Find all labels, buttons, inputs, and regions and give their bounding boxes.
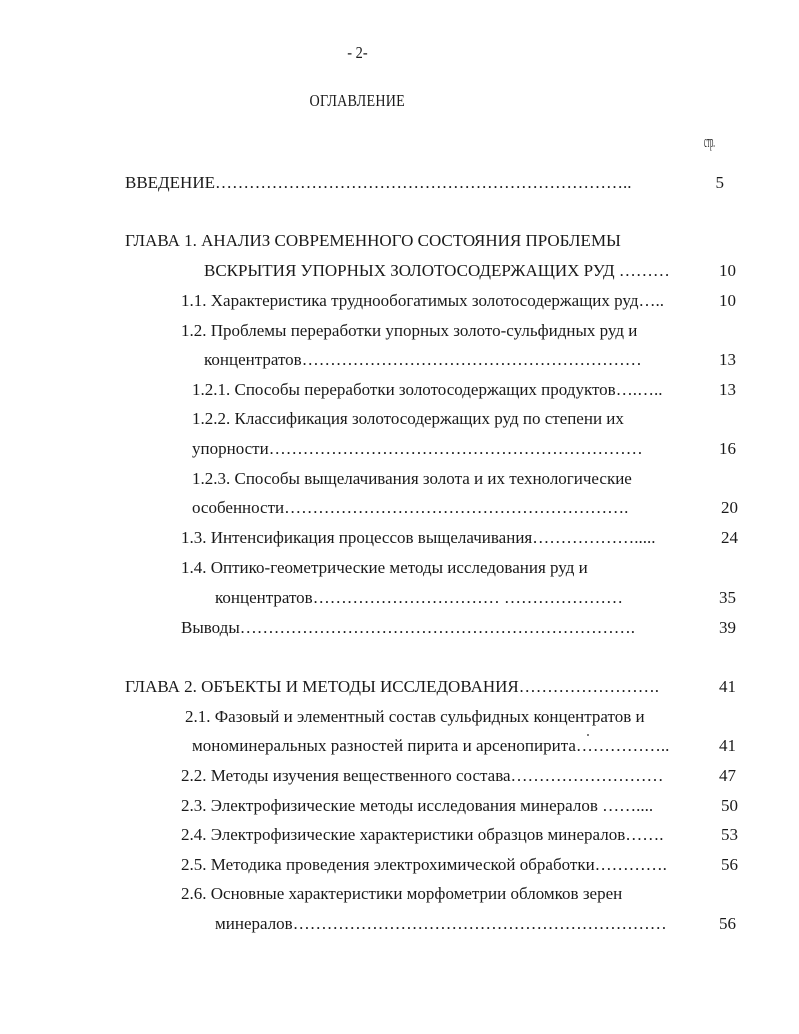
toc-entry-section-2-6-line1: 2.6. Основные характеристики морфометрии обломков зерен bbox=[181, 884, 623, 903]
toc-entry-introduction: ВВЕДЕНИЕ……………………………………………………………….. bbox=[125, 173, 632, 192]
toc-page-chapter-2: 41 bbox=[719, 677, 736, 696]
toc-page-section-1-3: 24 bbox=[721, 528, 738, 547]
toc-entry-chapter-2: ГЛАВА 2. ОБЪЕКТЫ И МЕТОДЫ ИССЛЕДОВАНИЯ……………………. bbox=[125, 677, 660, 696]
toc-page-conclusions: 39 bbox=[719, 618, 736, 637]
toc-entry-section-1-1: 1.1. Характеристика труднообогатимых золотосодержащих руд….. bbox=[181, 291, 664, 310]
toc-entry-section-2-6-line2: минералов………………………………………………………… bbox=[215, 914, 667, 933]
toc-entry-section-2-2: 2.2. Методы изучения вещественного состава……………………… bbox=[181, 766, 664, 785]
toc-entry-section-2-1-line1: 2.1. Фазовый и элементный состав сульфидных концентратов и bbox=[185, 707, 645, 726]
toc-page-section-2-1: 41 bbox=[719, 736, 736, 755]
toc-entry-section-1-2-1: 1.2.1. Способы переработки золотосодержащих продуктов….….. bbox=[192, 380, 663, 399]
toc-page-section-1-2-3: 20 bbox=[721, 498, 738, 517]
toc-heading: ОГЛАВЛЕНИЕ bbox=[309, 91, 406, 110]
toc-entry-section-1-2-2-line2: упорности………………………………………………………… bbox=[192, 439, 643, 458]
page-number: - 2- bbox=[347, 43, 368, 62]
toc-entry-section-1-2-2-line1: 1.2.2. Классификация золотосодержащих руд по степени их bbox=[192, 409, 624, 428]
toc-page-section-2-3: 50 bbox=[721, 796, 738, 815]
toc-entry-section-2-3: 2.3. Электрофизические методы исследования минералов …….... bbox=[181, 796, 654, 815]
toc-entry-section-2-5: 2.5. Методика проведения электрохимической обработки…………. bbox=[181, 855, 667, 874]
toc-entry-section-1-2-3-line1: 1.2.3. Способы выщелачивания золота и их технологические bbox=[192, 469, 632, 488]
toc-entry-section-2-4: 2.4. Электрофизические характеристики образцов минералов……. bbox=[181, 825, 664, 844]
toc-entry-section-1-4-line2: концентратов…………………………… ………………… bbox=[215, 588, 623, 607]
toc-entry-section-1-3: 1.3. Интенсификация процессов выщелачивания………………..... bbox=[181, 528, 656, 547]
toc-page-section-1-1: 10 bbox=[719, 291, 736, 310]
scan-speck bbox=[587, 734, 589, 736]
toc-page-chapter-1: 10 bbox=[719, 261, 736, 280]
toc-entry-section-1-2-3-line2: особенности……………………………………………………. bbox=[192, 498, 629, 517]
toc-page-section-2-6: 56 bbox=[719, 914, 736, 933]
toc-entry-section-1-2-line1: 1.2. Проблемы переработки упорных золото-сульфидных руд и bbox=[181, 321, 638, 340]
toc-page-introduction: 5 bbox=[715, 173, 724, 192]
page-column-label: стр. bbox=[704, 132, 715, 151]
toc-page-section-1-4: 35 bbox=[719, 588, 736, 607]
toc-entry-chapter-1-line2: ВСКРЫТИЯ УПОРНЫХ ЗОЛОТОСОДЕРЖАЩИХ РУД ……… bbox=[204, 261, 670, 280]
toc-entry-section-1-2-line2: концентратов…………………………………………………… bbox=[204, 350, 642, 369]
toc-page-section-1-2: 13 bbox=[719, 350, 736, 369]
toc-page-section-1-2-1: 13 bbox=[719, 380, 736, 399]
toc-page-section-1-2-2: 16 bbox=[719, 439, 736, 458]
toc-page-section-2-2: 47 bbox=[719, 766, 736, 785]
toc-page-section-2-4: 53 bbox=[721, 825, 738, 844]
toc-entry-conclusions: Выводы……………………………………………………………. bbox=[181, 618, 636, 637]
toc-entry-chapter-1-line1: ГЛАВА 1. АНАЛИЗ СОВРЕМЕННОГО СОСТОЯНИЯ ПРОБЛЕМЫ bbox=[125, 231, 621, 250]
toc-page-section-2-5: 56 bbox=[721, 855, 738, 874]
toc-entry-section-1-4-line1: 1.4. Оптико-геометрические методы исследования руд и bbox=[181, 558, 588, 577]
toc-entry-section-2-1-line2: мономинеральных разностей пирита и арсенопирита…………….. bbox=[192, 736, 670, 755]
